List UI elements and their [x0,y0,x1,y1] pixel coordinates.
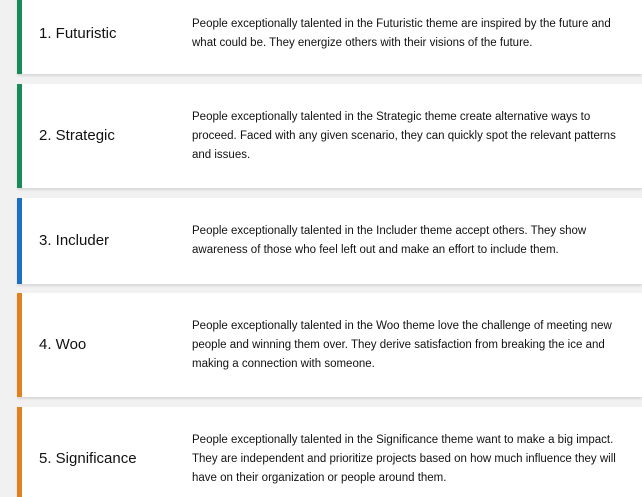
theme-title: 3. Includer [39,232,110,249]
theme-title: 2. Strategic [39,127,115,144]
theme-card-significance [17,407,642,497]
theme-title: 5. Significance [39,450,137,467]
theme-card-futuristic [17,0,642,74]
theme-description: People exceptionally talented in the Futuristic theme are inspired by the future and what could be. They energize others with their visions of the future. [192,18,611,49]
theme-description: People exceptionally talented in the Woo theme love the challenge of meeting new people and winning them over. They derive satisfaction from breaking the ice and making a connection with someone. [192,319,612,370]
theme-card-includer [17,198,642,284]
theme-title: 1. Futuristic [39,25,117,42]
theme-card-strategic [17,84,642,188]
theme-description: People exceptionally talented in the Significance theme want to make a big impact. They are independent and prioritize projects based on how much influence they will have on their organization or people around them. [192,433,616,484]
theme-title: 4. Woo [39,336,87,353]
theme-card-woo [17,293,642,397]
theme-description: People exceptionally talented in the Includer theme accept others. They show awareness of those who feel left out and make an effort to include them. [192,225,587,256]
theme-description: People exceptionally talented in the Strategic theme create alternative ways to proceed. Faced with any given scenario, they can quickly spot the relevant patterns and issues. [192,110,616,161]
